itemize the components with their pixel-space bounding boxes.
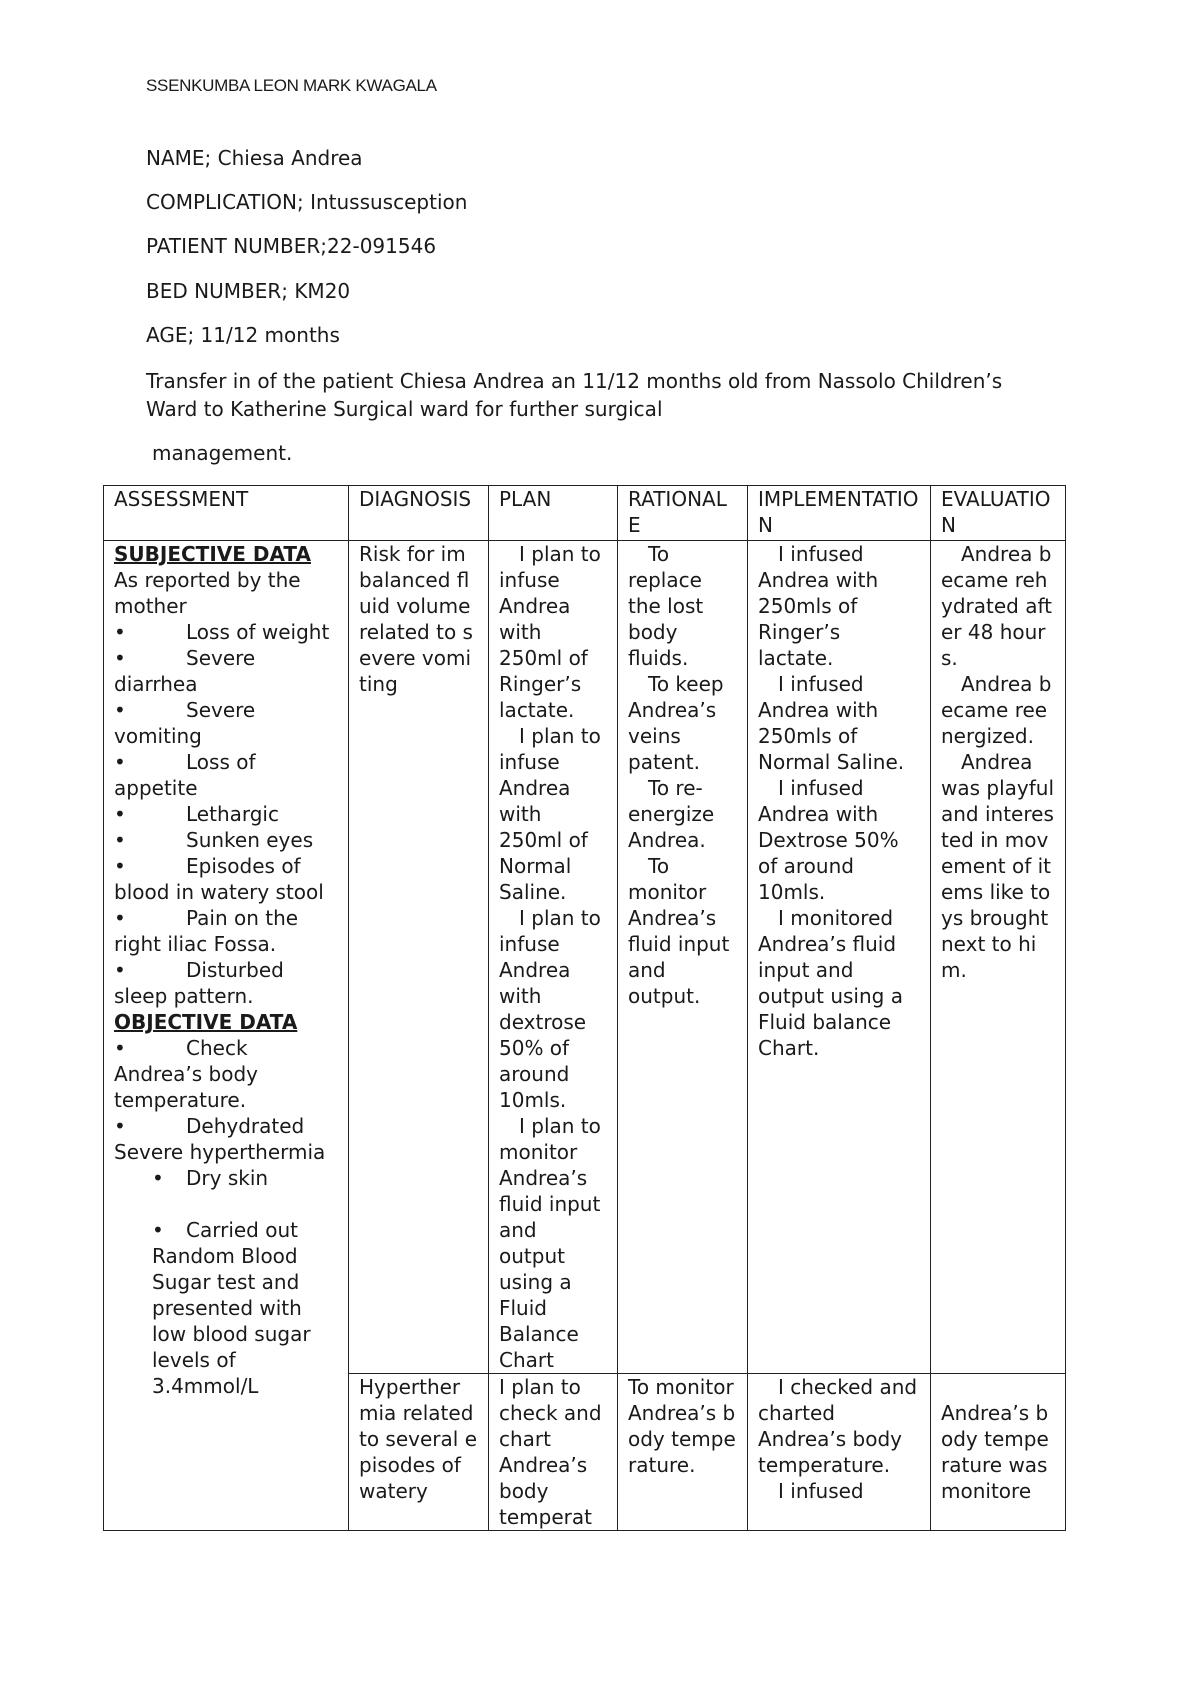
subjective-data-title: SUBJECTIVE DATA [114,542,311,566]
bullet-icon: • [114,646,126,670]
age: AGE; 11/12 months [146,323,340,347]
entry-text: Andrea became reenergized. [941,672,1052,748]
patient-name: NAME; Chiesa Andrea [146,146,363,170]
bullet-icon: • [152,1166,164,1190]
bullet-icon: • [114,958,126,982]
entry-text: Andrea became rehydrated after 48 hours. [941,542,1052,670]
subjective-list [114,619,338,1009]
list-item [114,905,338,957]
bullet-icon: • [114,828,126,852]
complication: COMPLICATION; Intussusception [146,190,468,214]
bullet-icon: • [114,698,126,722]
patient-number: PATIENT NUMBER;22-091546 [146,234,437,258]
transfer-intro: Transfer in of the patient Chiesa Andrea an 11/12 months old from Nassolo Children’s Ward to Katherine Surgical ward for further surgical [146,369,1003,421]
bullet-icon: • [152,1218,164,1242]
subjective-intro: As reported by the mother [114,568,301,618]
diagnosis-cell: Hyperthermia related to several episodes of watery [349,1374,489,1531]
assessment-cell [104,541,349,1531]
bullet-icon: • [114,750,126,774]
rationale-cell [618,541,748,1374]
header-assessment: ASSESSMENT [104,486,349,541]
header-diagnosis: DIAGNOSIS [349,486,489,541]
implementation-cell [748,1374,931,1531]
implementation-cell [748,541,931,1374]
entry-text: I checked and charted Andrea’s body temperature. [758,1375,918,1477]
entry-text: I monitored Andrea’s fluid input and output using a Fluid balance Chart. [758,906,903,1060]
list-item [114,827,338,853]
entry-text: To keep Andrea’s veins patent. [628,672,724,774]
spacer [114,1191,338,1217]
list-item [114,645,338,697]
entry-text: I plan to infuse Andrea with dextrose 50% of around 10mls. [499,906,601,1112]
list-item [114,697,338,749]
entry-text: I plan to infuse Andrea with 250ml of Ringer’s lactate. [499,542,601,722]
objective-indented-list [114,1165,338,1399]
entry-text: I infused Andrea with 250mls of Ringer’s lactate. [758,542,879,670]
nursing-care-plan-table [103,485,1066,1531]
plan-cell [489,541,618,1374]
list-item-text: Loss of appetite [114,750,256,800]
diagnosis-cell: Risk for imbalanced fluid volume related to severe vomiting [349,541,489,1374]
header-plan: PLAN [489,486,618,541]
list-item-text: Dehydrated Severe hyperthermia [114,1114,326,1164]
bullet-icon: • [114,906,126,930]
entry-text: I infused Andrea with Dextrose 50% of around 10mls. [758,776,899,904]
list-item [114,1165,338,1191]
objective-list [114,1035,338,1165]
entry-text: Andrea was playful and interested in movement of items like toys brought next to him. [941,750,1055,982]
entry-text: I infused [778,1479,864,1503]
list-item-text: Loss of weight [186,620,330,644]
list-item [114,749,338,801]
header-implementation: IMPLEMENTATION [748,486,931,541]
list-item-text: Check Andrea’s body temperature. [114,1036,258,1112]
entry-text: To replace the lost body fluids. [628,542,704,670]
objective-data-title: OBJECTIVE DATA [114,1010,298,1034]
list-item-text: Episodes of blood in watery stool [114,854,324,904]
list-item-text: Dry skin [186,1166,269,1190]
list-item-text: Disturbed sleep pattern. [114,958,284,1008]
bed-number: BED NUMBER; KM20 [146,279,351,303]
header-evaluation: EVALUATION [931,486,1066,541]
list-item [114,1113,338,1165]
list-item [114,1217,338,1399]
table-row [104,541,1066,1374]
evaluation-cell: Andrea’s body temperature was monitore [931,1374,1066,1531]
list-item-text: Severe diarrhea [114,646,256,696]
bullet-icon: • [114,1114,126,1138]
list-item-text: Carried out Random Blood Sugar test and presented with low blood sugar levels of 3.4mmol/L [152,1218,311,1398]
entry-text: To re-energize Andrea. [628,776,715,852]
entry-text: I plan to monitor Andrea’s fluid input and output using a Fluid Balance Chart [499,1114,601,1372]
plan-cell: I plan to check and chart Andrea’s body temperat [489,1374,618,1531]
author-name: SSENKUMBA LEON MARK KWAGALA [146,76,437,95]
list-item [114,957,338,1009]
header-rationale: RATIONALE [618,486,748,541]
list-item [114,619,338,645]
transfer-intro-continued: management. [152,441,293,465]
entry-text: I infused Andrea with 250mls of Normal Saline. [758,672,905,774]
header-row [104,486,1066,541]
entry-text: I plan to infuse Andrea with 250ml of Normal Saline. [499,724,601,904]
rationale-cell: To monitor Andrea’s body temperature. [618,1374,748,1531]
bullet-icon: • [114,1036,126,1060]
bullet-icon: • [114,802,126,826]
list-item [114,1035,338,1113]
bullet-icon: • [114,854,126,878]
list-item [114,853,338,905]
list-item-text: Pain on the right iliac Fossa. [114,906,299,956]
list-item-text: Sunken eyes [186,828,314,852]
evaluation-cell [931,541,1066,1374]
entry-text: To monitor Andrea’s fluid input and output. [628,854,730,1008]
list-item-text: Lethargic [186,802,279,826]
list-item-text: Severe vomiting [114,698,256,748]
bullet-icon: • [114,620,126,644]
list-item [114,801,338,827]
